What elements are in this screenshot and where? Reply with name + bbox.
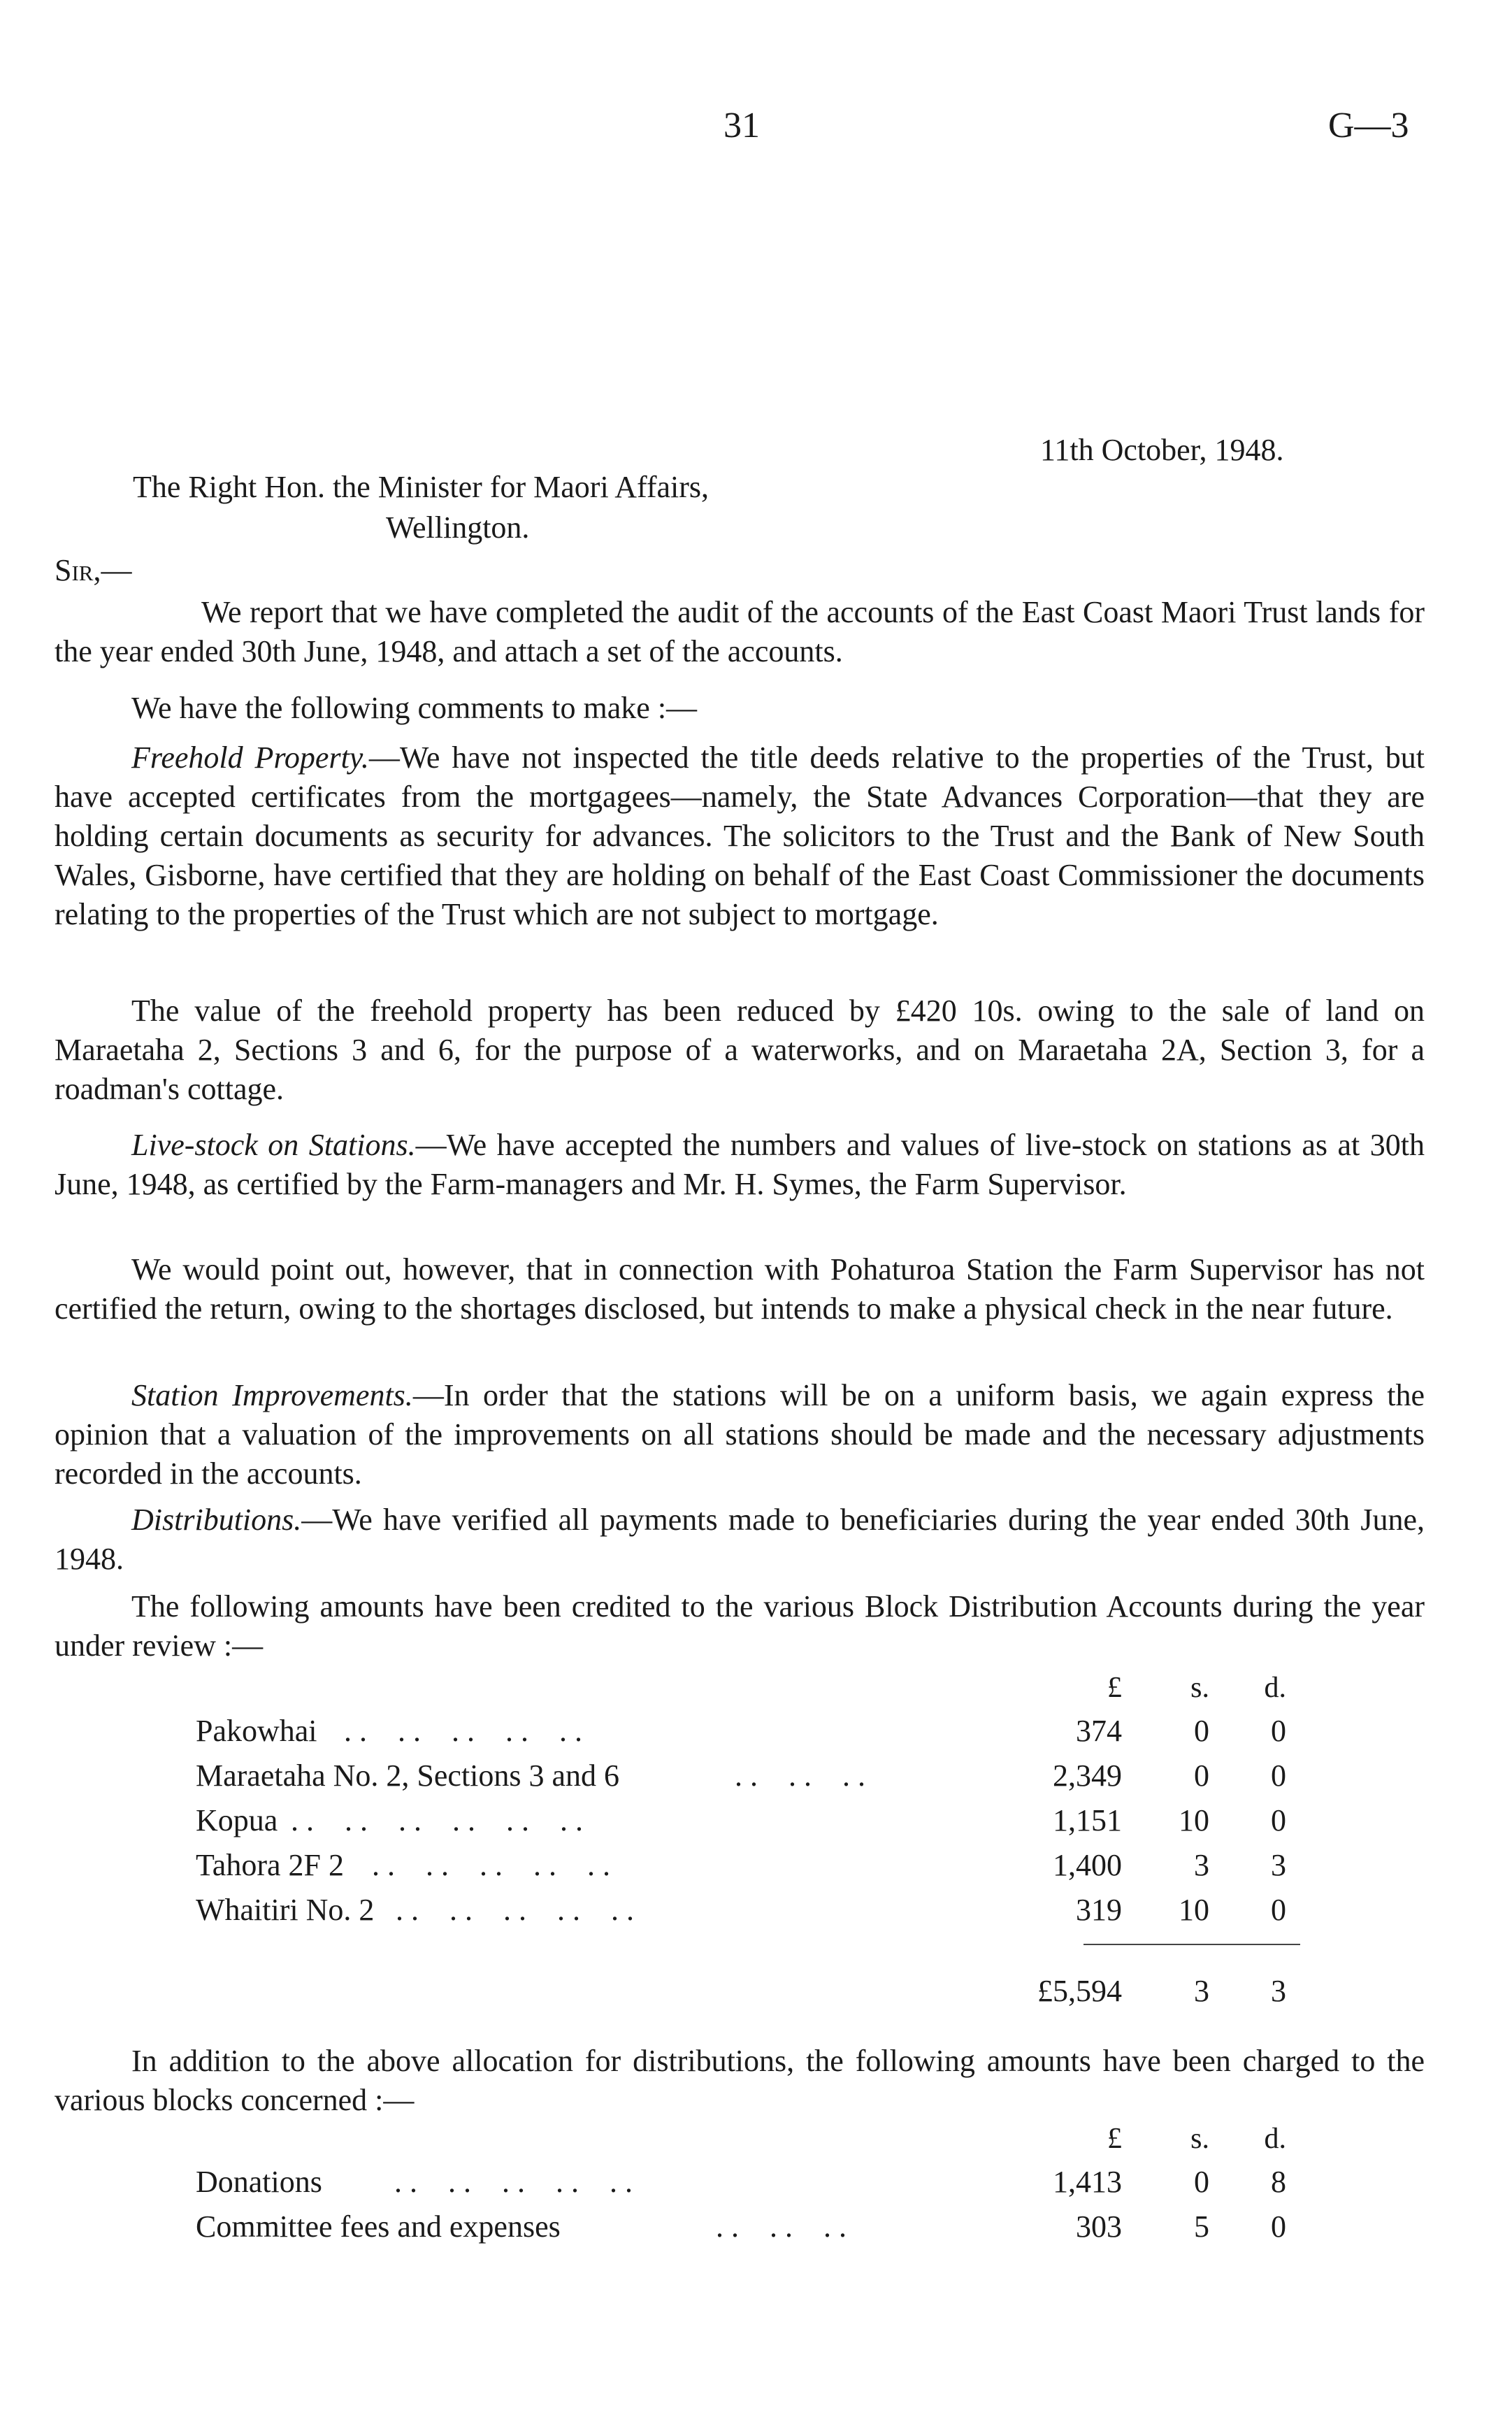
paragraph-text: —In order that the stations will be on a uniform basis, we again express the opinion that a valuation of the improvements on all stations should be made and the necessary adjustments recorded in the accounts. [55, 1378, 1425, 1491]
amount-shillings: 0 [1194, 2165, 1209, 2199]
letter-date: 11th October, 1948. [1040, 433, 1284, 467]
amount-shillings: 0 [1194, 1714, 1209, 1748]
amount-pounds: 374 [1076, 1714, 1122, 1748]
total-rule [1083, 1944, 1300, 1945]
amount-shillings: 5 [1194, 2209, 1209, 2244]
table-row [196, 2209, 1300, 2253]
table-row [196, 1803, 1300, 1847]
column-header-pounds: £ [1107, 2123, 1122, 2155]
amount-shillings: 10 [1179, 1803, 1209, 1837]
column-header-pounds: £ [1107, 1672, 1122, 1704]
section-heading: Station Improvements. [131, 1378, 413, 1412]
total-shillings: 3 [1194, 1974, 1209, 2008]
paragraph-text: The following amounts have been credited to the various Block Distribution Accounts during the year under review :— [55, 1589, 1425, 1663]
amount-shillings: 10 [1179, 1893, 1209, 1927]
section-heading: Live-stock on Stations. [131, 1128, 416, 1162]
salutation: Sir,— [55, 553, 132, 587]
document-reference: G—3 [1328, 106, 1409, 145]
table-row [196, 2164, 1300, 2209]
section-heading: Freehold Property. [131, 740, 369, 775]
paragraph-text: We would point out, however, that in connection with Pohaturoa Station the Farm Supervisor has not certified the return, owing to the shortages disclosed, but intends to make a physical check in the near future. [55, 1252, 1425, 1326]
column-header-pence: d. [1264, 1672, 1286, 1704]
amount-pence: 0 [1271, 1758, 1286, 1793]
paragraph-text: —We have verified all payments made to beneficiaries during the year ended 30th June, 1948. [55, 1503, 1425, 1576]
amount-pounds: 1,400 [1053, 1848, 1122, 1882]
addressee [133, 467, 709, 548]
table-row [196, 1713, 1300, 1758]
block-distribution-table [196, 1671, 1300, 2018]
block-charges-table [196, 2122, 1300, 2253]
leader-dots: . . . . . . [727, 1758, 865, 1793]
amount-pence: 0 [1271, 1893, 1286, 1927]
amount-shillings: 0 [1194, 1758, 1209, 1793]
row-label: Tahora 2F 2 [196, 1848, 344, 1882]
table-header [196, 2122, 1300, 2164]
paragraph-comments-intro [55, 689, 1425, 728]
total-row [196, 1973, 1300, 2018]
paragraph-text: We report that we have completed the audit of the accounts of the East Coast Maori Trust lands for the year ended 30th June, 1948, and attach a set of the accounts. [55, 595, 1425, 668]
paragraph-text: In addition to the above allocation for distributions, the following amounts have been charged to the various blocks concerned :— [55, 2044, 1425, 2117]
amount-pounds: 1,413 [1053, 2165, 1122, 2199]
row-label: Committee fees and expenses [196, 2209, 561, 2244]
row-label: Maraetaha No. 2, Sections 3 and 6 [196, 1758, 620, 1793]
amount-pence: 0 [1271, 2209, 1286, 2244]
paragraph-distributions [55, 1500, 1425, 1579]
paragraph-text: We have the following comments to make :— [131, 691, 698, 725]
amount-pence: 3 [1271, 1848, 1286, 1882]
amount-pounds: 1,151 [1053, 1803, 1122, 1837]
paragraph-livestock [55, 1126, 1425, 1204]
total-pence: 3 [1271, 1974, 1286, 2008]
paragraph-block-distribution-intro [55, 1587, 1425, 1665]
section-heading: Distributions. [131, 1503, 302, 1537]
addressee-line-1: The Right Hon. the Minister for Maori Affairs, [133, 470, 710, 504]
paragraph-text: —We have accepted the numbers and values of live-stock on stations as at 30th June, 1948, as certified by the Farm-managers and Mr. H. Symes, the Farm Supervisor. [55, 1128, 1425, 1201]
paragraph-text: —We have not inspected the title deeds relative to the properties of the Trust, but have accepted certificates from the mortgagees—namely, the State Advances Corporation—that they are holding certain documents as security for advances. The solicitors to the Trust and the Bank of New South Wales, Gisborne, have certified that they are holding on behalf of the East Coast Commissioner the documents relating to the properties of the Trust which are not subject to mortgage. [55, 740, 1425, 931]
paragraph-station-improvements [55, 1376, 1425, 1493]
paragraph-block-charges-intro [55, 2042, 1425, 2120]
table-row [196, 1758, 1300, 1803]
table-row [196, 1847, 1300, 1892]
column-header-shillings: s. [1190, 1672, 1209, 1704]
page-number: 31 [723, 106, 760, 145]
table-row [196, 1892, 1300, 1937]
leader-dots: . . . . . . [685, 2209, 847, 2244]
amount-pounds: 319 [1076, 1893, 1122, 1927]
amount-pence: 0 [1271, 1714, 1286, 1748]
amount-pounds: 2,349 [1053, 1758, 1122, 1793]
row-label: Pakowhai [196, 1714, 317, 1748]
addressee-line-2: Wellington. [386, 510, 530, 545]
amount-pence: 0 [1271, 1803, 1286, 1837]
row-label: Kopua [196, 1803, 278, 1837]
paragraph-audit-report [55, 593, 1425, 671]
amount-shillings: 3 [1194, 1848, 1209, 1882]
paragraph-text: The value of the freehold property has been reduced by £420 10s. owing to the sale of land on Maraetaha 2, Sections 3 and 6, for the purpose of a waterworks, and on Maraetaha 2A, Section 3, for a roadman's cottage. [55, 994, 1425, 1106]
amount-pence: 8 [1271, 2165, 1286, 2199]
table-header [196, 1671, 1300, 1713]
leader-dots: . . . . . . . . . . [363, 2165, 633, 2199]
amount-pounds: 303 [1076, 2209, 1122, 2244]
paragraph-pohaturoa [55, 1250, 1425, 1328]
row-label: Whaitiri No. 2 [196, 1893, 375, 1927]
leader-dots: . . . . . . . . . . [329, 1714, 582, 1748]
paragraph-freehold-property [55, 738, 1425, 934]
paragraph-freehold-value [55, 991, 1425, 1109]
total-pounds: £5,594 [1037, 1974, 1122, 2008]
leader-dots: . . . . . . . . . . . . [283, 1803, 583, 1837]
column-header-pence: d. [1264, 2123, 1286, 2155]
leader-dots: . . . . . . . . . . [388, 1893, 634, 1927]
leader-dots: . . . . . . . . . . [357, 1848, 610, 1882]
row-label: Donations [196, 2165, 322, 2199]
column-header-shillings: s. [1190, 2123, 1209, 2155]
